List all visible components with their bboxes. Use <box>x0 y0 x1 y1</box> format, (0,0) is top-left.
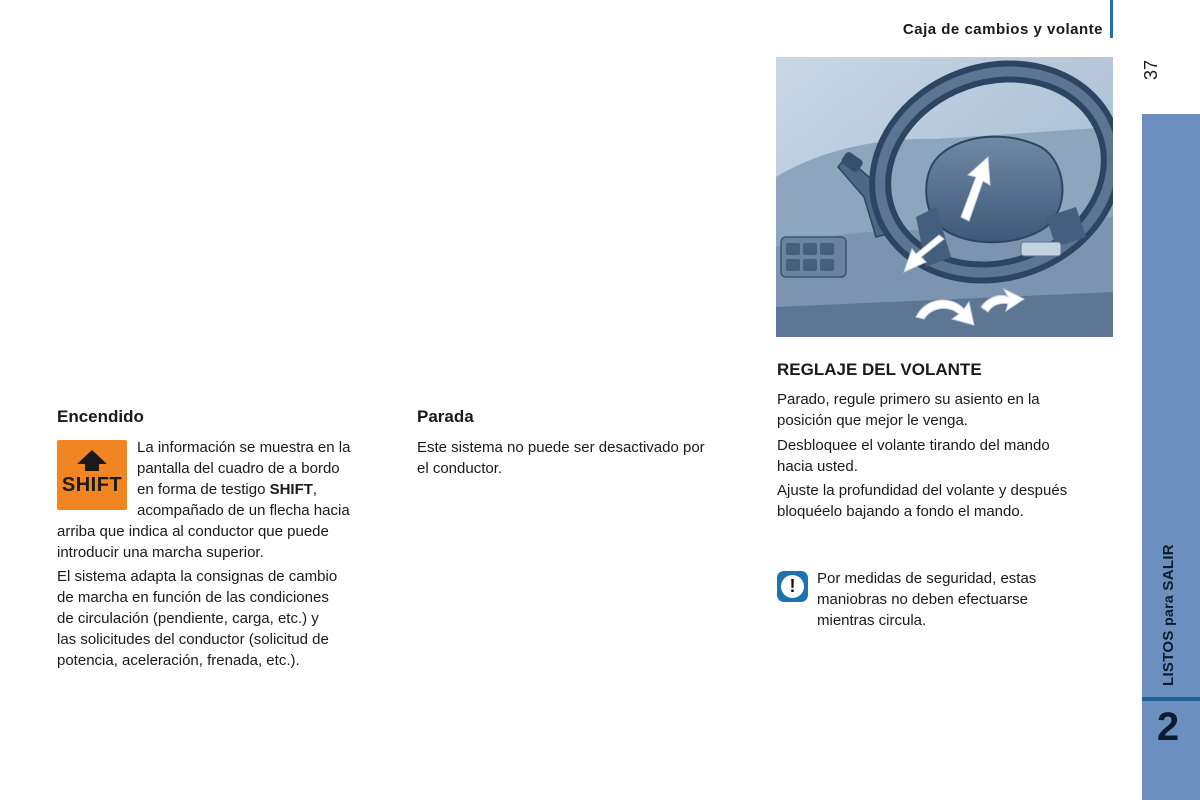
encendido-line: El sistema adapta la consignas de cambio <box>57 568 338 585</box>
chapter-label-small: para <box>1160 595 1176 626</box>
reglaje-para3 <box>777 480 1117 522</box>
reglaje-line: bloquéelo bajando a fondo el mando. <box>777 503 1024 520</box>
reglaje-para1 <box>777 389 1117 431</box>
encendido-line: en forma de testigo <box>137 481 270 498</box>
parada-title: Parada <box>417 407 474 426</box>
encendido-line: introducir una marcha superior. <box>57 544 264 561</box>
warning-text <box>817 568 1117 631</box>
encendido-para1-cont <box>57 521 397 563</box>
parada-para <box>417 437 757 479</box>
parada-line: el conductor. <box>417 460 503 477</box>
reglaje-title: REGLAJE DEL VOLANTE <box>777 360 982 379</box>
page-number: 37 <box>1141 59 1161 81</box>
encendido-line: de marcha en función de las condiciones <box>57 589 329 606</box>
reglaje-line: hacia usted. <box>777 458 858 475</box>
encendido-line: , <box>312 481 318 498</box>
encendido-bold-shift: SHIFT <box>269 481 313 498</box>
encendido-line: las solicitudes del conductor (solicitud de <box>57 631 329 648</box>
encendido-line: La información se muestra en la <box>137 439 351 456</box>
encendido-line: potencia, aceleración, frenada, etc.). <box>57 652 300 669</box>
reglaje-line: Parado, regule primero su asiento en la <box>777 391 1040 408</box>
steering-wheel-illustration <box>776 57 1113 337</box>
reglaje-line: Desbloquee el volante tirando del mando <box>777 437 1050 454</box>
parada-line: Este sistema no puede ser desactivado por <box>417 439 705 456</box>
chapter-tab-label <box>1160 544 1177 686</box>
encendido-line: pantalla del cuadro de a bordo <box>137 460 340 477</box>
reglaje-line: Ajuste la profundidad del volante y después <box>777 482 1068 499</box>
shift-icon-label: SHIFT <box>61 474 123 496</box>
warning-line: maniobras no deben efectuarse <box>817 591 1028 608</box>
encendido-line: acompañado de un flecha hacia <box>137 502 350 519</box>
header-divider <box>1110 0 1113 38</box>
page-header-title: Caja de cambios y volante <box>902 21 1103 38</box>
encendido-line: arriba que indica al conductor que puede <box>57 523 329 540</box>
encendido-para2 <box>57 566 397 671</box>
warning-line: Por medidas de seguridad, estas <box>817 570 1037 587</box>
reglaje-line: posición que mejor le venga. <box>777 412 968 429</box>
warning-line: mientras circula. <box>817 612 927 629</box>
chapter-label-main: LISTOS <box>1160 630 1177 686</box>
encendido-para1-top <box>137 437 387 521</box>
warning-icon <box>777 571 808 602</box>
chapter-label-end: SALIR <box>1160 544 1177 591</box>
chapter-tab-divider <box>1142 697 1200 701</box>
warning-glyph: ! <box>781 575 804 598</box>
reglaje-para2 <box>777 435 1117 477</box>
encendido-title: Encendido <box>57 407 144 426</box>
shift-indicator-icon <box>57 440 127 510</box>
chapter-number: 2 <box>1156 705 1180 749</box>
encendido-line: de circulación (pendiente, carga, etc.) y <box>57 610 319 627</box>
